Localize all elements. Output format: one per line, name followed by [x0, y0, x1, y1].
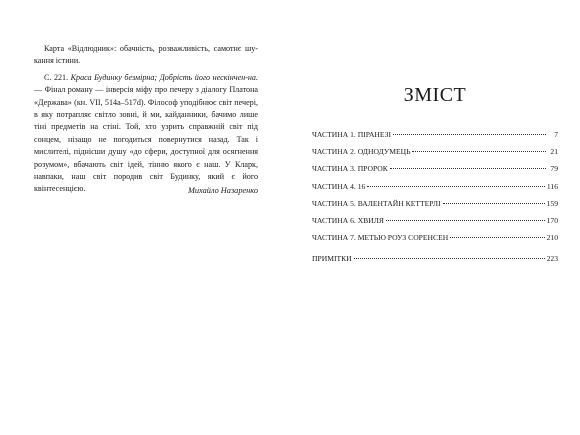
toc-leader-dots — [450, 237, 544, 238]
note-text: — Фінал роману — інверсія міфу про печеру з діалогу Платона «Держава» (кн. VII, 514a–517d). Філософ уподібнює світ печері, в яку потрапляє світло зовні, й ми, кайданники, бачимо лише тіні предметів на стіні. Той, хто узрить справжній світ під сонцем, нізащо не погодиться повернутися назад. Так і мислителі, піднісши душу «до сфери, доступної для осягнення розумом», вбачають світ ідей, тінню якого є наш. У Кларк, навпаки, наш світ породив світ Будинку, який є його квінтесенцією. — [34, 85, 258, 194]
toc-leader-dots — [443, 203, 545, 204]
toc-entry[interactable] — [312, 130, 558, 147]
toc-entry[interactable] — [312, 233, 558, 250]
toc-entry-page: 223 — [546, 254, 558, 264]
author-signature: Михайло Назаренко — [187, 186, 258, 195]
note-paragraph — [34, 72, 258, 196]
toc-leader-dots — [354, 258, 545, 259]
toc-entry-label: ЧАСТИНА 3. ПРОРОК — [312, 164, 388, 174]
toc-leader-dots — [386, 220, 545, 221]
toc-leader-dots — [393, 134, 546, 135]
note-quote: Краса Будинку безмірна; Добрість його нескінчен-на. — [70, 72, 258, 82]
toc-leader-dots — [412, 151, 546, 152]
toc-entry-page: 21 — [550, 147, 558, 157]
toc-entry-label: ЧАСТИНА 1. ПІРАНЕЗІ — [312, 130, 391, 139]
toc-entry[interactable] — [312, 147, 558, 164]
toc-entry-label: ЧАСТИНА 6. ХВИЛЯ — [312, 215, 384, 225]
toc-leader-dots — [367, 186, 545, 187]
toc-entry-page: 159 — [546, 198, 558, 208]
toc-entry[interactable] — [312, 216, 558, 233]
toc-entry[interactable] — [312, 164, 558, 181]
toc-entry-page: 7 — [554, 130, 558, 139]
notes-text — [34, 43, 258, 196]
note-text: Карта «Відлюдник»: обачність, розважливість, самотнє шу-кання істини. — [34, 44, 258, 66]
right-page — [290, 0, 580, 435]
toc-entry-page: 79 — [550, 164, 558, 174]
toc-entry-notes[interactable] — [312, 254, 558, 271]
toc-entry-label: ЧАСТИНА 4. 16 — [312, 181, 366, 191]
toc-entry-page: 116 — [546, 181, 558, 191]
note-paragraph — [34, 43, 258, 68]
toc-entry-page: 170 — [546, 215, 558, 225]
toc-leader-dots — [390, 168, 546, 169]
toc-entry-page: 210 — [546, 233, 558, 243]
toc-entry-label: ЧАСТИНА 7. МЕТЬЮ РОУЗ СОРЕНСЕН — [312, 233, 449, 243]
toc-title: ЗМІСТ — [403, 84, 467, 106]
table-of-contents — [312, 130, 558, 272]
toc-entry-label: ЧАСТИНА 5. ВАЛЕНТАЙН КЕТТЕРЛІ — [312, 198, 441, 208]
toc-entry-label: ЧАСТИНА 2. ОДНОДУМЕЦЬ — [312, 147, 411, 157]
toc-entry-label: ПРИМІТКИ — [312, 254, 352, 264]
note-reference: С. 221. — [44, 72, 71, 82]
toc-entry[interactable] — [312, 199, 558, 216]
toc-entry[interactable] — [312, 182, 558, 199]
